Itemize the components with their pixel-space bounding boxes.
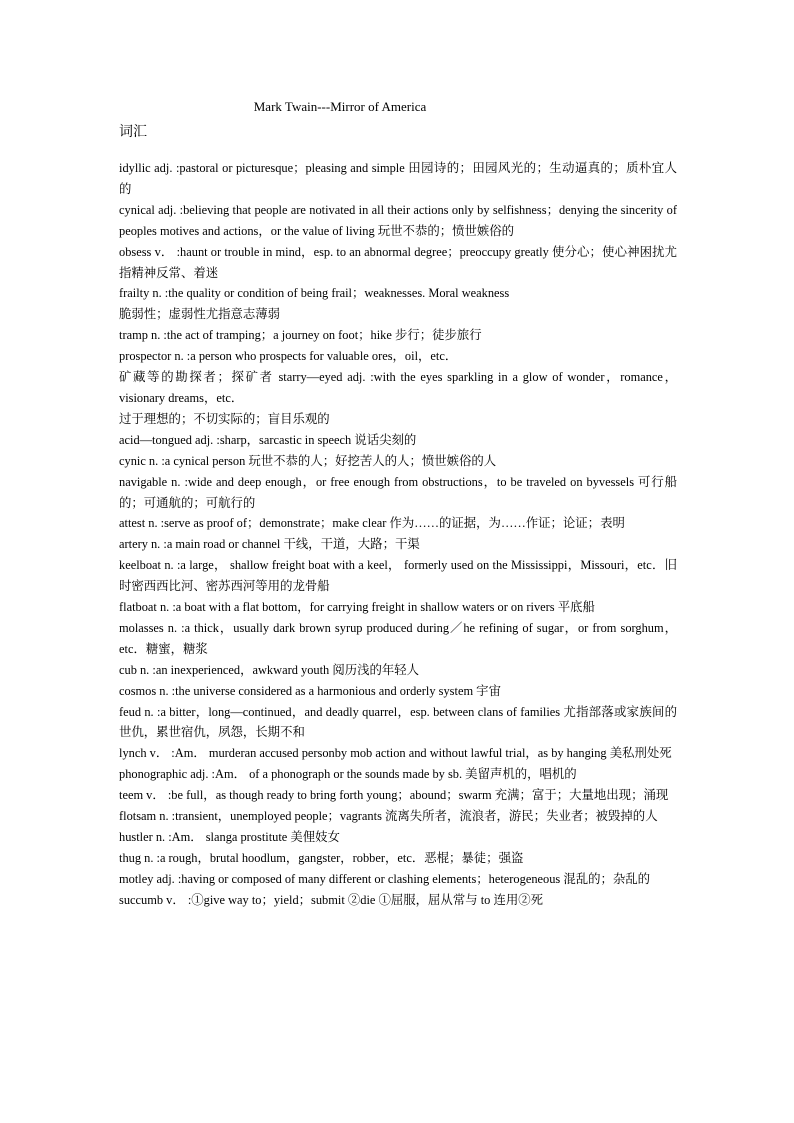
vocab-entry: prospector n. :a person who prospects for valuable ores，oil，etc．	[119, 349, 458, 364]
vocab-entry: motley adj. :having or composed of many different or clashing elements；heterogeneous 混乱的；杂乱的	[119, 871, 651, 886]
vocab-entry: lynch v． :Am． murderan accused personby mob action and without lawful trial，as by hanging 美私刑处死	[119, 746, 672, 761]
vocab-entry: 脆弱性；虚弱性尤指意志薄弱	[119, 307, 281, 322]
vocab-entry: flatboat n. :a boat with a flat bottom，for carrying freight in shallow waters or on rivers 平底船	[119, 600, 595, 615]
vocab-entry: cynic n. :a cynical person 玩世不恭的人；好挖苦人的人；愤世嫉俗的人	[119, 453, 497, 468]
vocab-entry: molasses n. :a thick，usually dark brown syrup produced during／he refining of sugar，or from sorghum，etc．糖蜜，糖浆	[119, 620, 677, 656]
vocab-entry: keelboat n. :a large， shallow freight boat with a keel， formerly used on the Mississippi，Missouri，etc．旧时密西西比河、密苏西河等用的龙骨船	[119, 558, 677, 594]
vocab-entry: phonographic adj. :Am． of a phonograph or the sounds made by sb. 美留声机的，唱机的	[119, 767, 577, 782]
vocab-entry: frailty n. :the quality or condition of being frail；weaknesses. Moral weakness	[119, 286, 510, 301]
vocabulary-list	[119, 158, 677, 911]
vocab-entry: hustler n. :Am． slanga prostitute 美俚妓女	[119, 830, 340, 844]
document-title	[0, 99, 680, 115]
vocab-entry: cosmos n. :the universe considered as a harmonious and orderly system 宇宙	[119, 683, 501, 698]
vocab-entry: teem v． :be full，as though ready to bring forth young；abound；swarm 充满；富于；大量地出现；涌现	[119, 788, 669, 803]
vocab-entry: obsess v． :haunt or trouble in mind，esp. to an abnormal degree；preoccupy greatly 使分心；使心神困扰尤指精神反常、着迷	[119, 244, 677, 280]
vocab-entry: navigable n. :wide and deep enough，or free enough from obstructions，to be traveled on byvessels 可行船的；可通航的；可航行的	[119, 474, 677, 510]
document-title-text: Mark Twain---Mirror of America	[253, 99, 427, 114]
vocab-entry: feud n. :a bitter，long—continued，and deadly quarrel，esp. between clans of families 尤指部落或家族间的世仇，累世宿仇，夙怨，长期不和	[119, 704, 677, 740]
vocab-entry: flotsam n. :transient，unemployed people；vagrants 流离失所者，流浪者，游民；失业者；被毁掉的人	[119, 809, 658, 824]
vocab-entry: idyllic adj. :pastoral or picturesque；pleasing and simple 田园诗的；田园风光的；生动逼真的；质朴宜人的	[119, 161, 677, 196]
vocab-entry: 过于理想的；不切实际的；盲目乐观的	[119, 411, 330, 426]
section-label-vocabulary: 词汇	[119, 125, 147, 140]
vocab-entry: thug n. :a rough，brutal hoodlum，gangster，robber，etc．恶棍；暴徒；强盗	[119, 850, 524, 865]
vocab-entry: acid—tongued adj. :sharp，sarcastic in speech 说话尖刻的	[119, 432, 417, 447]
vocab-entry: artery n. :a main road or channel 干线，干道，大路；干渠	[119, 537, 420, 552]
vocab-entry: cub n. :an inexperienced，awkward youth 阅历浅的年轻人	[119, 662, 420, 677]
vocab-entry: tramp n. :the act of tramping；a journey on foot；hike 步行；徒步旅行	[119, 328, 482, 343]
vocab-entry: 矿藏等的勘探者；探矿者 starry—eyed adj. :with the eyes sparkling in a glow of wonder，romance，visionary dreams，etc．	[119, 370, 677, 405]
vocab-entry: cynical adj. :believing that people are notivated in all their actions only by selfishness；denying the sincerity of peoples motives and actions，or the value of living 玩世不恭的；愤世嫉俗的	[119, 202, 677, 238]
vocab-entry: attest n. :serve as proof of；demonstrate；make clear 作为……的证据，为……作证；论证；表明	[119, 516, 625, 531]
vocab-entry: succumb v． :①give way to；yield；submit ②die ①屈服，屈从常与 to 连用②死	[119, 892, 544, 907]
